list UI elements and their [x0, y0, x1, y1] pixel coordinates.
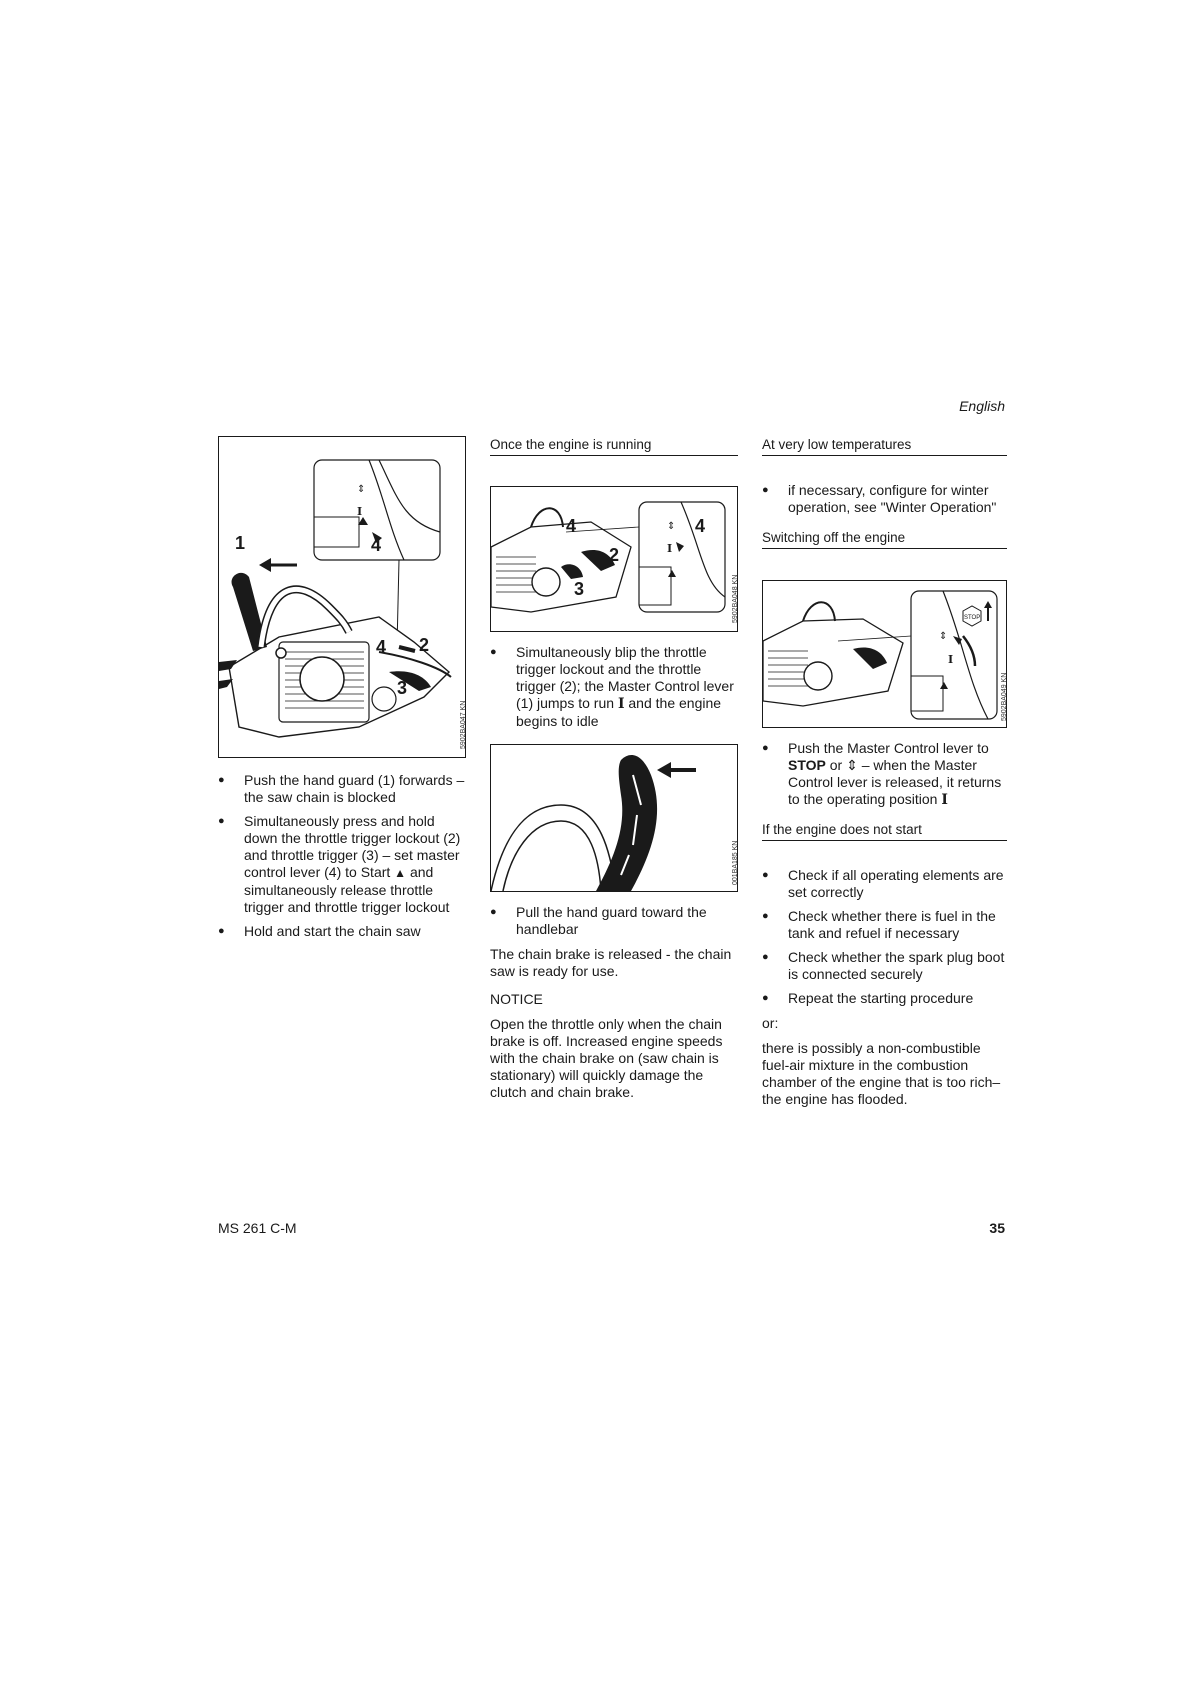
- figure-code: 001BA185 KN: [732, 840, 739, 885]
- callout-2: 2: [419, 635, 430, 655]
- engine-running-illustration: [491, 487, 737, 631]
- callout-3: 3: [397, 678, 408, 698]
- column-3: [762, 436, 1007, 1108]
- notice-text: Open the throttle only when the chain brake is off. Increased engine speeds with the chain brake on (saw chain is stationary) will quickly damage the clutch and chain brake.: [490, 1016, 723, 1100]
- list-item: ● Pull the hand guard toward the handlebar: [490, 904, 738, 938]
- page-number: 35: [989, 1220, 1005, 1236]
- figure-start-position: [218, 436, 466, 758]
- callout-1: 1: [235, 533, 246, 553]
- run-symbol: I: [948, 653, 954, 666]
- run-symbol: I: [941, 792, 948, 808]
- callout-4: 4: [566, 516, 577, 536]
- notice-title: NOTICE: [490, 991, 543, 1007]
- figure-code: 5902BA049 KN: [1001, 672, 1008, 721]
- list-item: ● Simultaneously press and hold down the throttle trigger lockout (2) and throttle trigger (3) – set master control lever (4) to Start ▲ and simultaneously release throttle trigger and throttle trigger lockout: [218, 813, 466, 916]
- callout-2: 2: [609, 545, 620, 565]
- paragraph: The chain brake is released - the chain saw is ready for use.: [490, 946, 732, 979]
- callout-4-inset: 4: [695, 516, 706, 536]
- column-1: [218, 436, 466, 940]
- start-triangle-icon: ▲: [394, 866, 407, 880]
- section-heading: At very low temperatures: [762, 436, 1007, 456]
- chainsaw-start-illustration: [219, 437, 465, 757]
- callout-4: 4: [376, 637, 387, 657]
- run-symbol: I: [617, 696, 625, 712]
- list-item: ● if necessary, configure for winter operation, see "Winter Operation": [762, 482, 1007, 516]
- paragraph: there is possibly a non-combustible fuel-air mixture in the combustion chamber of the engine that is too rich– the engine has flooded.: [762, 1040, 1001, 1107]
- language-label: English: [959, 398, 1005, 414]
- run-symbol: I: [667, 542, 673, 555]
- figure-engine-running: [490, 486, 738, 632]
- list-item: ● Push the Master Control lever to STOP or ⇕ – when the Master Control lever is released, it returns to the operating position I: [762, 740, 1007, 809]
- list-item: ● Hold and start the chain saw: [218, 923, 466, 940]
- list-item: ● Check if all operating elements are set correctly: [762, 867, 1007, 901]
- choke-symbol: ⇕: [667, 521, 676, 532]
- figure-hand-guard: [490, 744, 738, 892]
- stop-word: STOP: [788, 757, 826, 773]
- list-item: ● Push the hand guard (1) forwards – the saw chain is blocked: [218, 772, 466, 806]
- or-label: or:: [762, 1015, 779, 1031]
- run-symbol: I: [357, 505, 363, 518]
- choke-symbol: ⇕: [357, 484, 366, 495]
- switch-off-illustration: [763, 581, 1006, 727]
- footer-model: MS 261 C-M: [218, 1220, 297, 1236]
- figure-code: 5902BA048 KN: [732, 574, 739, 623]
- list-item: ● Simultaneously blip the throttle trigger lockout and the throttle trigger (2); the Master Control lever (1) jumps to run I and the engine begins to idle: [490, 644, 738, 730]
- figure-code: 5902BA047 KN: [460, 700, 467, 749]
- stop-label: STOP: [964, 615, 981, 621]
- section-heading: Switching off the engine: [762, 529, 1007, 549]
- hand-guard-illustration: [491, 745, 737, 891]
- callout-4-inset: 4: [371, 535, 382, 555]
- choke-icon: ⇕: [846, 757, 858, 773]
- list-item: ● Check whether the spark plug boot is connected securely: [762, 949, 1007, 983]
- section-heading: Once the engine is running: [490, 436, 738, 456]
- figure-switch-off: [762, 580, 1007, 728]
- list-item: ● Repeat the starting procedure: [762, 990, 1007, 1007]
- callout-3: 3: [574, 579, 585, 599]
- list-item: ● Check whether there is fuel in the tank and refuel if necessary: [762, 908, 1007, 942]
- section-heading: If the engine does not start: [762, 821, 1007, 841]
- column-2: [490, 436, 738, 1101]
- choke-symbol: ⇕: [939, 631, 948, 642]
